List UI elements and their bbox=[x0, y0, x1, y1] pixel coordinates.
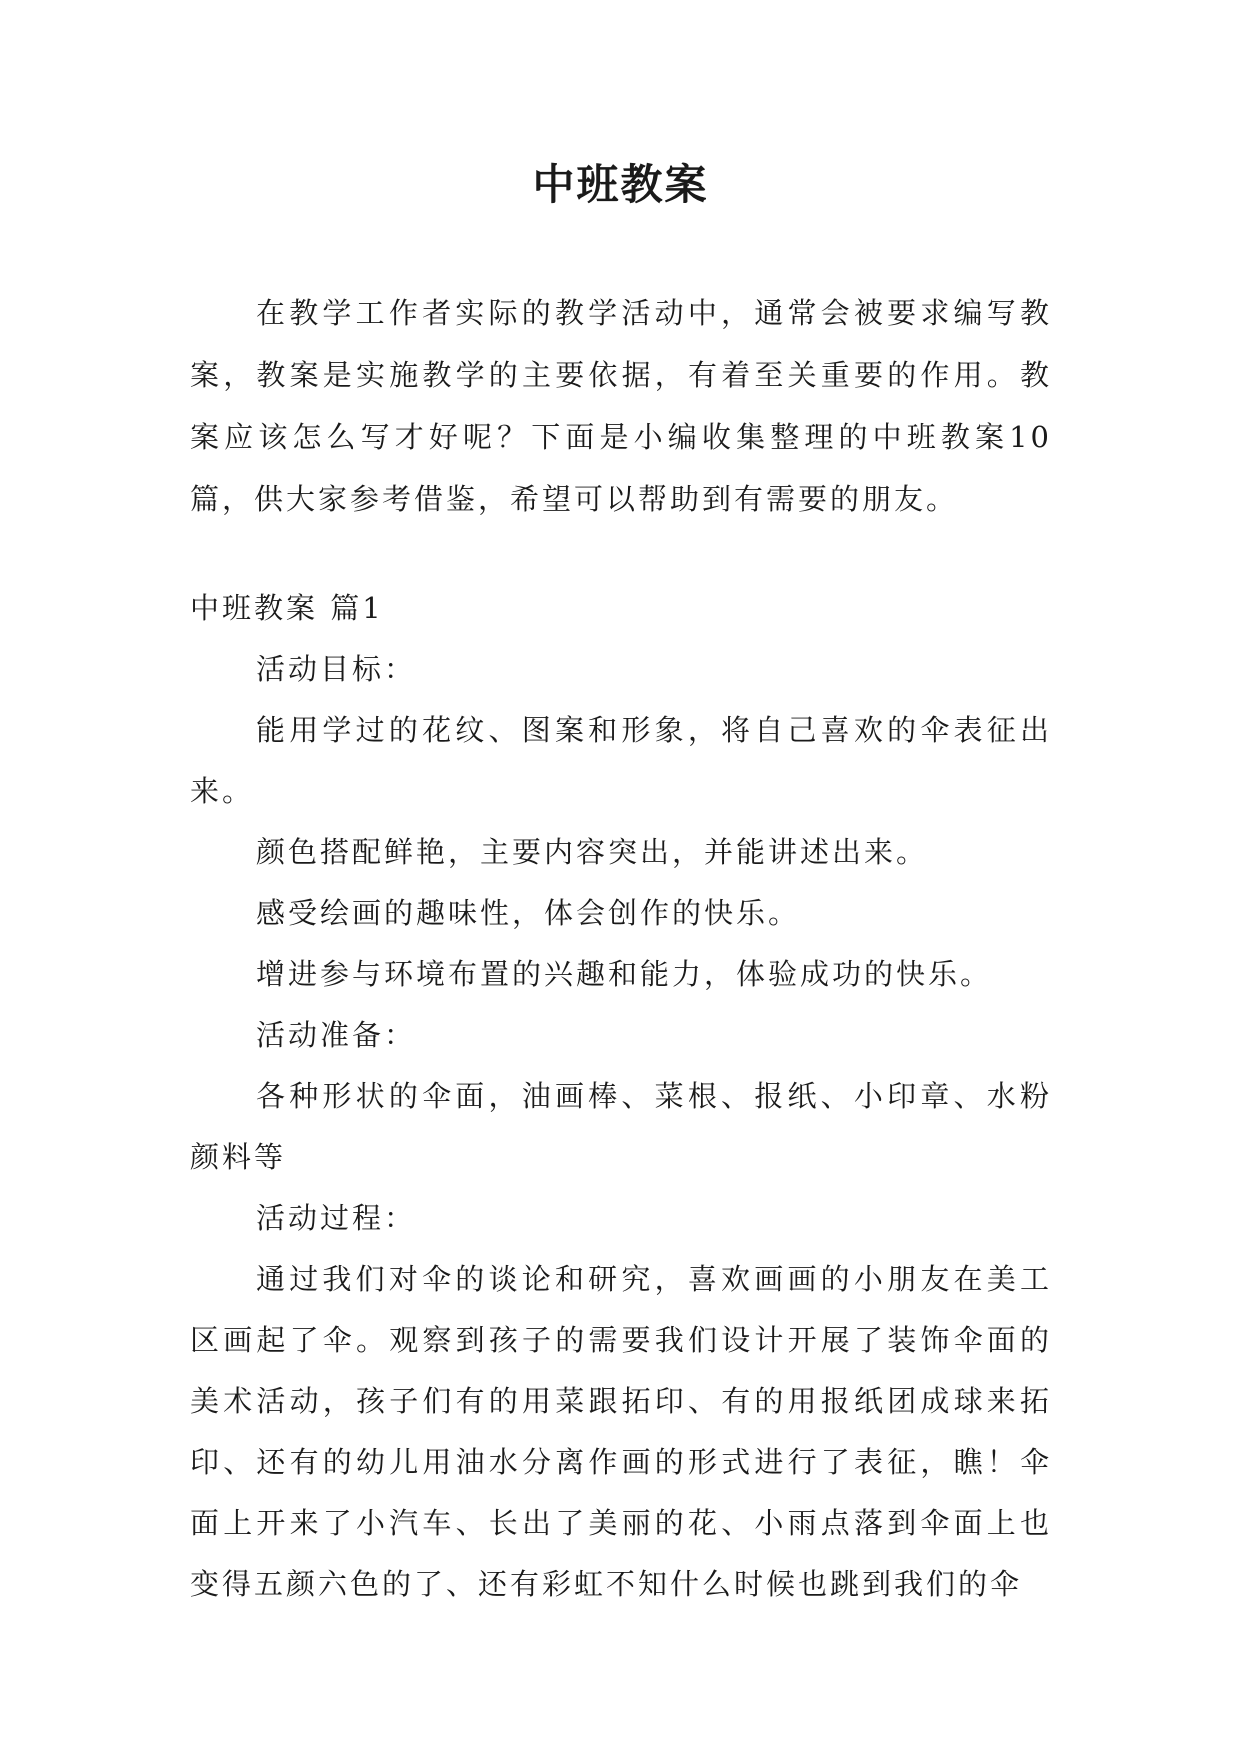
intro-paragraph: 在教学工作者实际的教学活动中，通常会被要求编写教案，教案是实施教学的主要依据，有着至关重要的作用。教案应该怎么写才好呢？下面是小编收集整理的中班教案10篇，供大家参考借鉴，希望可以帮助到有需要的朋友。 bbox=[190, 296, 1052, 516]
lesson-content bbox=[190, 578, 1052, 1615]
document-title: 中班教案 bbox=[532, 160, 709, 209]
paragraph: 感受绘画的趣味性，体会创作的快乐。 bbox=[256, 896, 801, 930]
paragraph: 颜色搭配鲜艳，主要内容突出，并能讲述出来。 bbox=[256, 835, 929, 869]
paragraph: 能用学过的花纹、图案和形象，将自己喜欢的伞表征出来。 bbox=[190, 713, 1052, 808]
paragraph: 各种形状的伞面，油画棒、菜根、报纸、小印章、水粉颜料等 bbox=[190, 1079, 1052, 1174]
paragraph-process-label: 活动过程： bbox=[256, 1201, 417, 1235]
paragraph: 通过我们对伞的谈论和研究，喜欢画画的小朋友在美工区画起了伞。观察到孩子的需要我们设计开展了装饰伞面的美术活动，孩子们有的用菜跟拓印、有的用报纸团成球来拓印、还有的幼儿用油水分离作画的形式进行了表征，瞧！伞面上开来了小汽车、长出了美丽的花、小雨点落到伞面上也变得五颜六色的了、还有彩虹不知什么时候也跳到我们的伞 bbox=[190, 1262, 1052, 1601]
paragraph: 增进参与环境布置的兴趣和能力，体验成功的快乐。 bbox=[256, 957, 993, 991]
paragraph-preparation-label: 活动准备： bbox=[256, 1018, 417, 1052]
paragraph-goals-label: 活动目标： bbox=[256, 652, 417, 686]
section-heading: 中班教案 篇1 bbox=[190, 591, 384, 625]
